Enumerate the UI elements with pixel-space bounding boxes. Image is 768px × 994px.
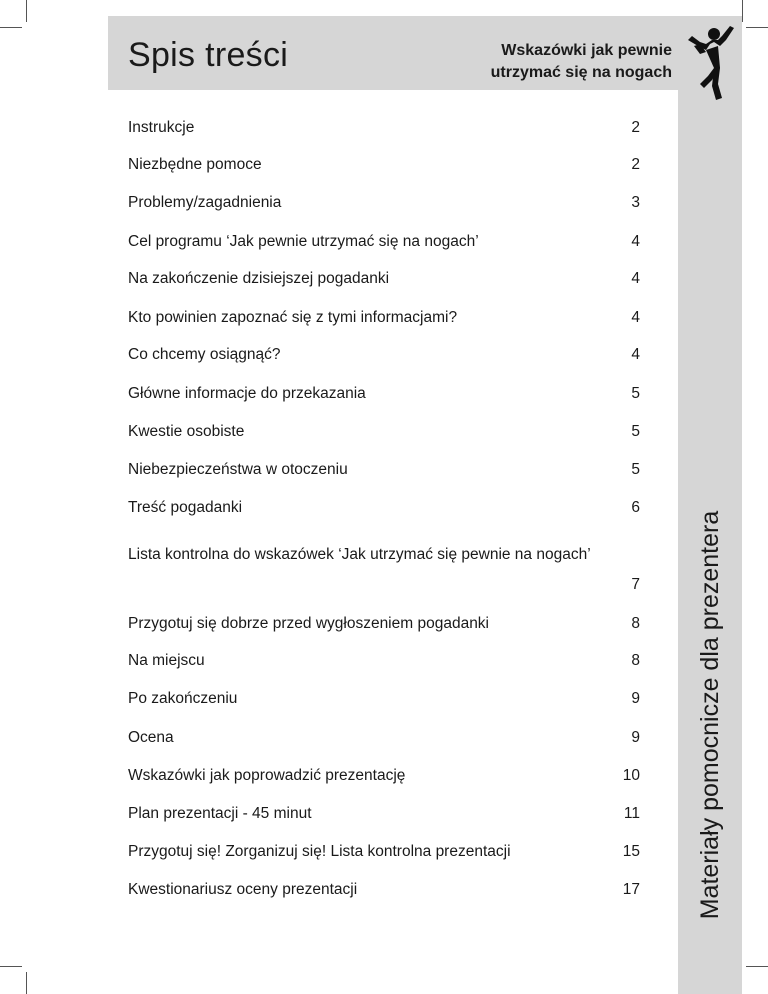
toc-title: Plan prezentacji - 45 minut bbox=[128, 805, 312, 822]
toc-row bbox=[128, 231, 648, 253]
toc-title: Treść pogadanki bbox=[128, 499, 243, 516]
toc-row bbox=[128, 650, 648, 672]
toc-title: Co chcemy osiągnąć? bbox=[128, 346, 281, 363]
crop-mark bbox=[0, 966, 22, 967]
toc-page-number: 5 bbox=[631, 461, 640, 478]
toc-title: Lista kontrolna do wskazówek ‘Jak utrzymać się pewnie na nogach’ bbox=[128, 546, 591, 563]
toc-row bbox=[128, 545, 648, 605]
toc-title: Przygotuj się! Zorganizuj się! Lista kontrolna prezentacji bbox=[128, 843, 511, 860]
toc-page-number: 17 bbox=[622, 881, 640, 898]
toc-title: Na miejscu bbox=[128, 652, 205, 669]
toc-row bbox=[128, 154, 648, 176]
toc-row bbox=[128, 192, 648, 214]
toc-title: Kwestie osobiste bbox=[128, 423, 245, 440]
toc-title: Ocena bbox=[128, 729, 174, 746]
header-subtitle-line2: utrzymać się na nogach bbox=[490, 64, 672, 81]
toc-title: Po zakończeniu bbox=[128, 690, 238, 707]
crop-mark bbox=[26, 972, 27, 994]
table-of-contents bbox=[128, 0, 648, 994]
toc-title: Na zakończenie dzisiejszej pogadanki bbox=[128, 270, 390, 287]
toc-page-number: 8 bbox=[631, 652, 640, 669]
toc-page-number: 11 bbox=[623, 805, 640, 822]
toc-title: Niezbędne pomoce bbox=[128, 156, 262, 173]
toc-row bbox=[128, 459, 648, 481]
crop-mark bbox=[0, 27, 22, 28]
toc-page-number: 15 bbox=[622, 843, 640, 860]
toc-row bbox=[128, 344, 648, 366]
toc-page-number: 6 bbox=[631, 499, 640, 516]
toc-page-number: 5 bbox=[631, 423, 640, 440]
toc-page-number: 5 bbox=[631, 385, 640, 402]
toc-row bbox=[128, 421, 648, 443]
toc-page-number: 4 bbox=[631, 346, 640, 363]
toc-row bbox=[128, 383, 648, 405]
header-subtitle-line1: Wskazówki jak pewnie bbox=[501, 42, 672, 59]
toc-row bbox=[128, 268, 648, 290]
toc-page-number: 10 bbox=[622, 767, 640, 784]
toc-page-number: 9 bbox=[631, 729, 640, 746]
toc-title: Wskazówki jak poprowadzić prezentację bbox=[128, 767, 406, 784]
toc-page-number: 4 bbox=[631, 309, 640, 326]
toc-row bbox=[128, 497, 648, 519]
toc-title: Główne informacje do przekazania bbox=[128, 385, 366, 402]
toc-row bbox=[128, 307, 648, 329]
toc-title: Przygotuj się dobrze przed wygłoszeniem pogadanki bbox=[128, 615, 490, 632]
side-label: Materiały pomocnicze dla prezentera bbox=[696, 510, 724, 920]
toc-page-number: 4 bbox=[631, 270, 640, 287]
toc-page-number: 8 bbox=[631, 615, 640, 632]
toc-row bbox=[128, 841, 648, 863]
toc-title: Kto powinien zapoznać się z tymi informacjami? bbox=[128, 309, 458, 326]
toc-title: Problemy/zagadnienia bbox=[128, 194, 282, 211]
toc-page-number: 9 bbox=[631, 690, 640, 707]
toc-row bbox=[128, 613, 648, 635]
toc-title: Niebezpieczeństwa w otoczeniu bbox=[128, 461, 348, 478]
crop-mark bbox=[746, 27, 768, 28]
crop-mark bbox=[746, 966, 768, 967]
toc-page-number: 7 bbox=[631, 576, 640, 593]
toc-title: Kwestionariusz oceny prezentacji bbox=[128, 881, 358, 898]
toc-row bbox=[128, 879, 648, 901]
crop-mark bbox=[742, 0, 743, 22]
toc-page-number: 2 bbox=[631, 156, 640, 173]
toc-title: Cel programu ‘Jak pewnie utrzymać się na nogach’ bbox=[128, 233, 479, 250]
toc-row bbox=[128, 117, 648, 139]
toc-row bbox=[128, 765, 648, 787]
toc-page-number: 2 bbox=[631, 119, 640, 136]
toc-page-number: 4 bbox=[631, 233, 640, 250]
toc-row bbox=[128, 803, 648, 825]
balancing-person-icon bbox=[684, 24, 736, 104]
toc-page-number: 3 bbox=[631, 194, 640, 211]
toc-title: Instrukcje bbox=[128, 119, 195, 136]
side-strip bbox=[678, 16, 742, 994]
crop-mark bbox=[26, 0, 27, 22]
toc-row bbox=[128, 688, 648, 710]
toc-row bbox=[128, 727, 648, 749]
page-title: Spis treści bbox=[128, 36, 289, 74]
